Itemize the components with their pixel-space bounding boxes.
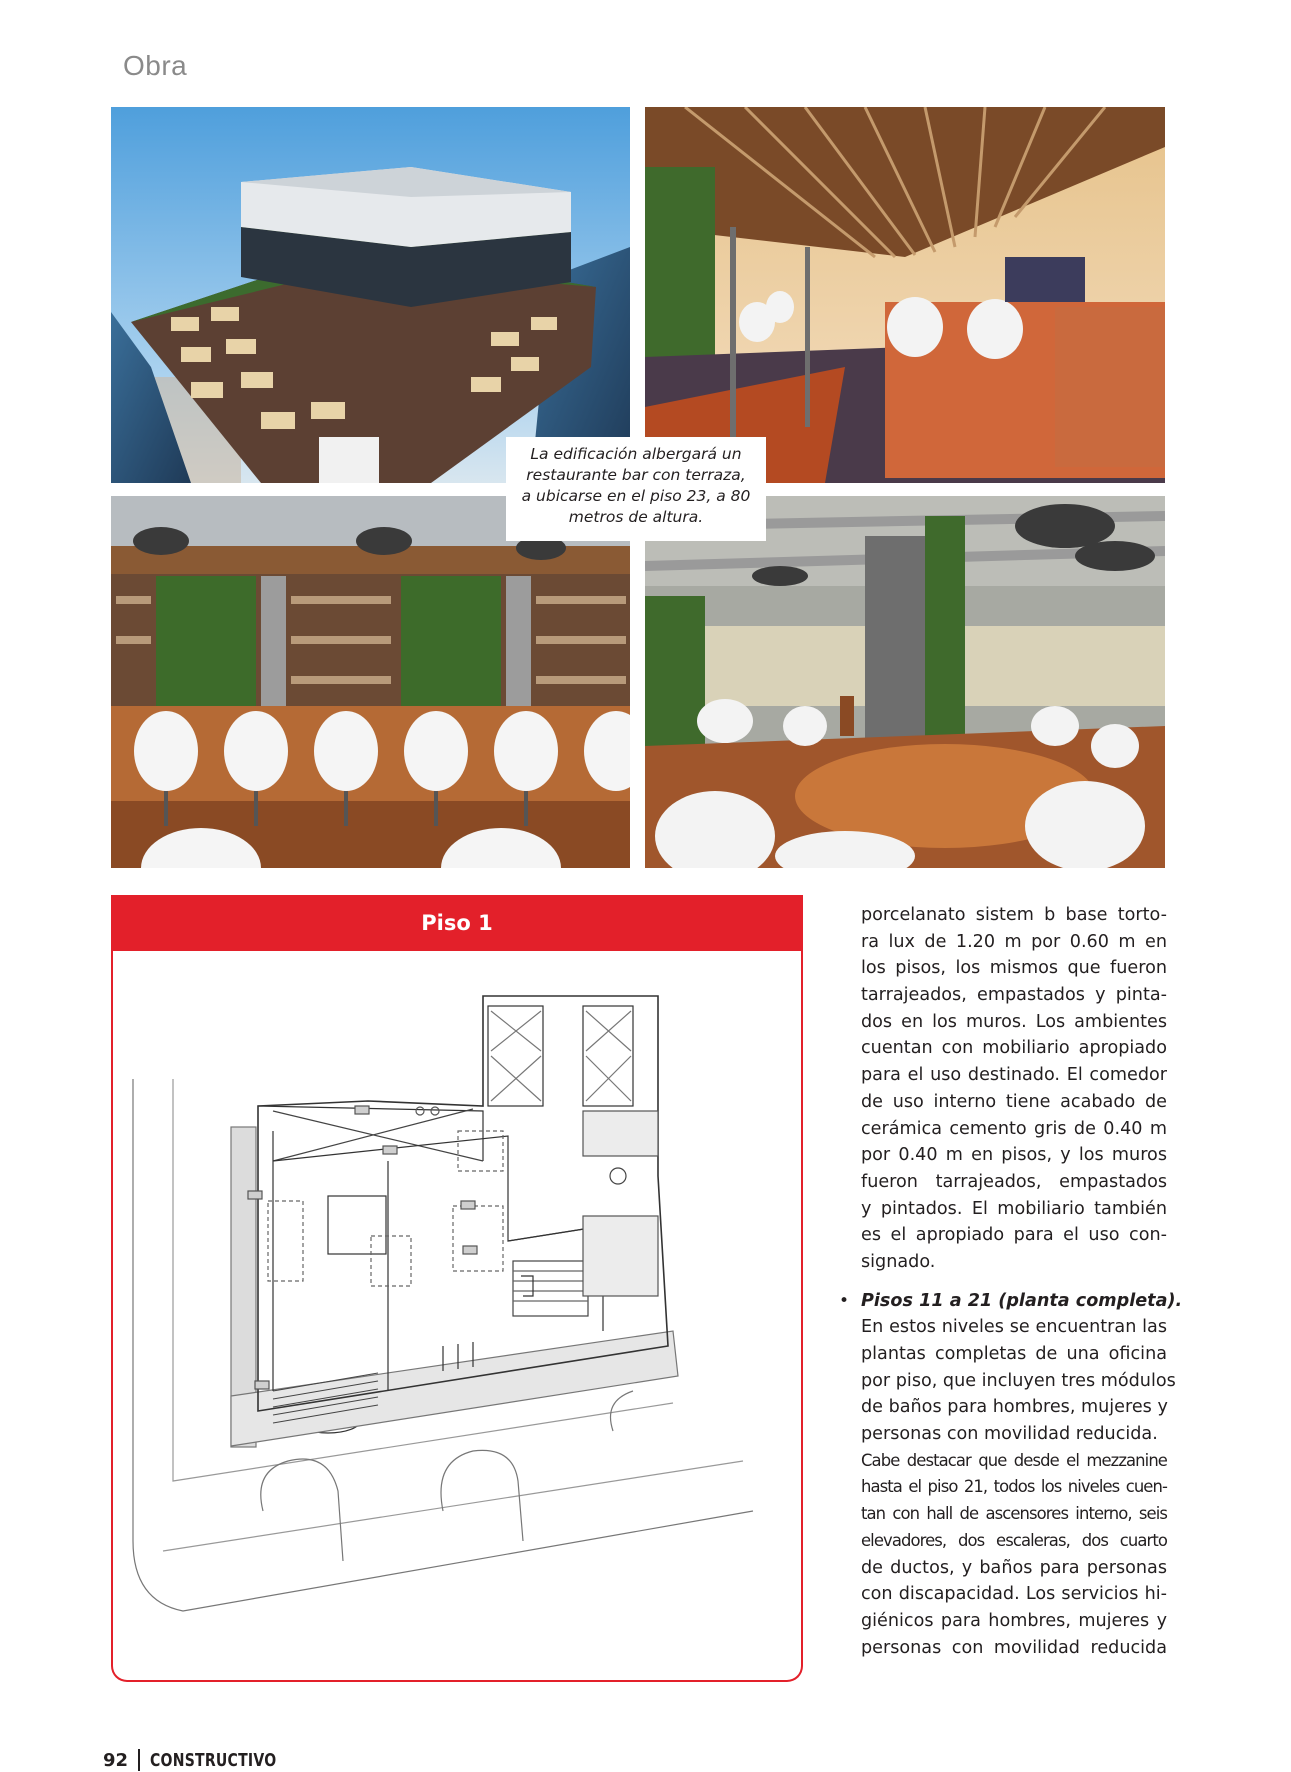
text-line: signado.	[861, 1251, 936, 1272]
caption-line: La edificación albergará un	[530, 445, 742, 463]
floor-plan-panel	[111, 895, 803, 1682]
text-line: porcelanato sistem b base torto-	[861, 905, 1167, 925]
text-line: Cabe destacar que desde el mezzanine	[861, 1450, 1167, 1470]
caption-line: restaurante bar con terraza,	[526, 466, 746, 484]
text-line: los pisos, los mismos que fueron	[861, 958, 1167, 979]
magazine-name: CONSTRUCTIVO	[149, 1749, 276, 1771]
text-line: por piso, que incluyen tres módulos	[861, 1370, 1176, 1391]
footer-divider	[138, 1749, 140, 1771]
text-line: tarrajeados, empastados y pinta-	[861, 985, 1167, 1006]
text-line: plantas completas de una oficina	[861, 1344, 1167, 1364]
photo-caption	[506, 437, 766, 541]
page-number: 92	[103, 1749, 129, 1771]
floor-plan-title: Piso 1	[113, 895, 801, 951]
text-line: cerámica cemento gris de 0.40 m	[861, 1118, 1167, 1139]
text-line: personas con movilidad reducida.	[861, 1424, 1158, 1445]
text-line: cuentan con mobiliario apropiado	[861, 1038, 1167, 1059]
text-line: hasta el piso 21, todos los niveles cuen-	[861, 1477, 1167, 1497]
text-line: tan con hall de ascensores interno, seis	[861, 1504, 1167, 1524]
text-line: elevadores, dos escaleras, dos cuarto	[861, 1530, 1167, 1550]
page-footer	[103, 1748, 312, 1772]
bullet-icon: •	[839, 1290, 850, 1311]
text-line: En estos niveles se encuentran las	[861, 1317, 1167, 1338]
rooftop-terrace-photo	[111, 107, 630, 483]
text-line: dos en los muros. Los ambientes	[861, 1011, 1167, 1032]
floor-plan-drawing	[113, 951, 801, 1680]
article-body	[839, 902, 1183, 1661]
bullet-heading: Pisos 11 a 21 (planta completa).	[861, 1290, 1183, 1311]
text-line: personas con movilidad reducida	[861, 1637, 1167, 1658]
section-label: Obra	[123, 50, 188, 81]
text-line: de ductos, y baños para personas	[861, 1557, 1167, 1578]
bar-counter-photo	[111, 496, 630, 868]
text-line: con discapacidad. Los servicios hi-	[861, 1584, 1167, 1605]
text-line: de baños para hombres, mujeres y	[861, 1397, 1168, 1418]
terrace-restaurant-photo	[645, 107, 1165, 483]
caption-line: metros de altura.	[568, 508, 704, 526]
dining-area-photo	[645, 496, 1165, 868]
bullet-item	[839, 1288, 1183, 1662]
text-line: ra lux de 1.20 m por 0.60 m en	[861, 931, 1167, 952]
text-line: por 0.40 m en pisos, y los muros	[861, 1145, 1167, 1166]
text-line: giénicos para hombres, mujeres y	[861, 1610, 1167, 1631]
caption-line: a ubicarse en el piso 23, a 80	[521, 487, 751, 505]
text-line: es el apropiado para el uso con-	[861, 1225, 1167, 1246]
text-line: y pintados. El mobiliario también	[861, 1198, 1167, 1219]
text-line: fueron tarrajeados, empastados	[861, 1171, 1167, 1192]
text-line: de uso interno tiene acabado de	[861, 1091, 1167, 1112]
text-line: para el uso destinado. El comedor	[861, 1065, 1167, 1086]
